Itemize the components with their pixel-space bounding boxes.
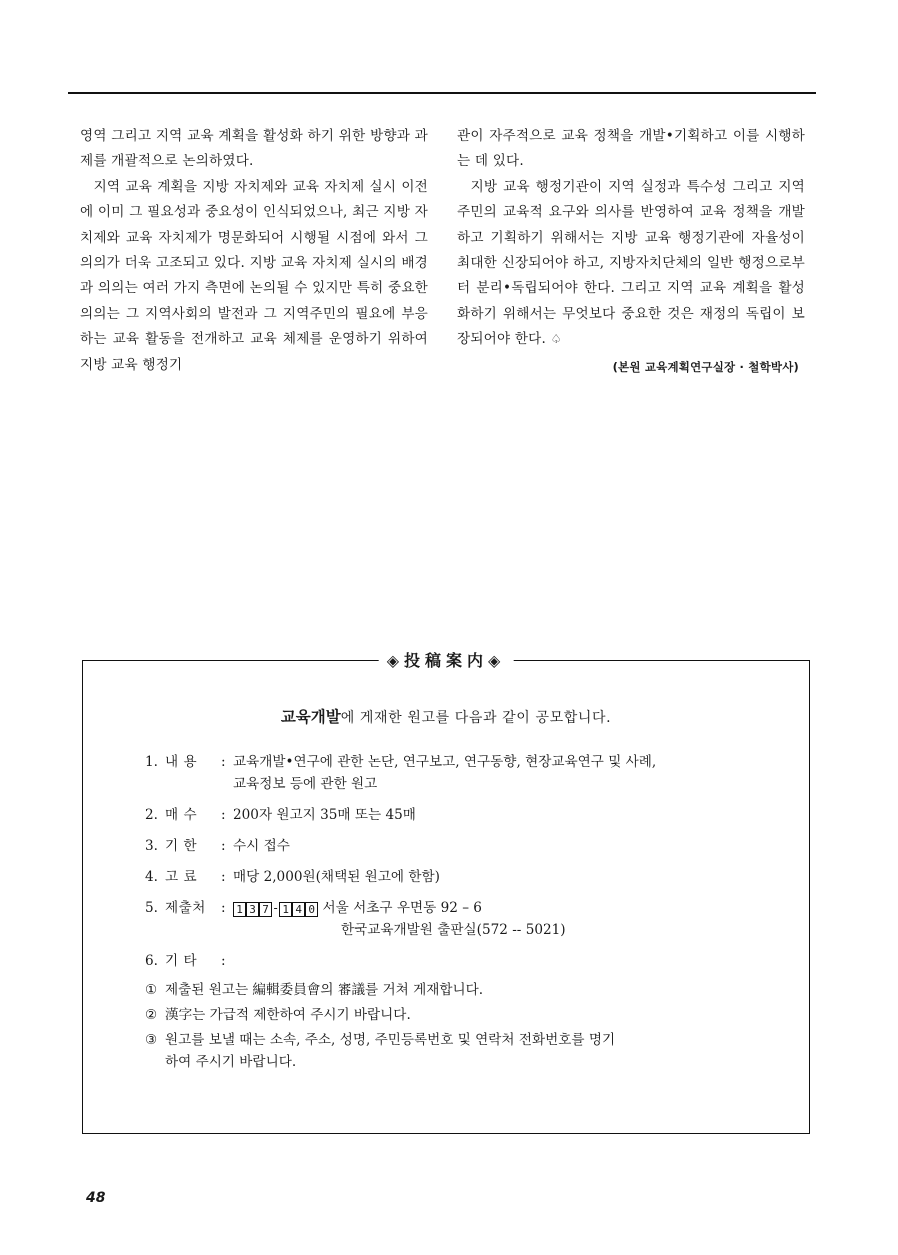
- intro-text: 에 게재한 원고를 다음과 같이 공모합니다.: [340, 710, 612, 726]
- item-label: 기 타: [165, 953, 198, 969]
- notice-item-pages: [145, 804, 779, 826]
- sub-item-text: 제출된 원고는 編輯委員會의 審議를 거쳐 게재합니다.: [165, 982, 484, 998]
- item-value: [233, 751, 656, 795]
- item-value: 수시 접수: [233, 838, 290, 854]
- article-paragraph: [457, 175, 805, 353]
- end-mark-icon: ♤: [550, 332, 562, 347]
- postal-code: [233, 901, 318, 915]
- article-paragraph-text: 지방 교육 행정기관이 지역 실정과 특수성 그리고 지역 주민의 교육적 요구와 의사를 반영하여 교육 정책을 개발하고 기획하기 위해서는 지방 교육 행정기관에 자율성이 최대한 신장되어야 하고, 지방자치단체의 일반 행정으로부터 분리•독립되어야 한다. 그리고 지역 교육 계획을 활성화하기 위해서는 무엇보다 중요한 것은 재정의 독립이 보장되어야 한다.: [457, 178, 805, 348]
- item-colon: :: [221, 869, 226, 885]
- postal-digit: 1: [233, 902, 246, 917]
- circled-number: ①: [145, 982, 158, 998]
- notice-item-deadline: [145, 835, 779, 857]
- sub-item-text: [165, 1029, 615, 1073]
- page-number: 48: [86, 1190, 106, 1206]
- item-label: 기 한: [165, 838, 198, 854]
- postal-digit: 7: [259, 902, 272, 917]
- postal-digit: 3: [246, 902, 259, 917]
- item-label: 고 료: [165, 869, 198, 885]
- item-number: 3.: [145, 838, 158, 854]
- submission-notice-box: [82, 651, 810, 1134]
- item-value-line: 교육정보 등에 관한 원고: [233, 776, 378, 792]
- item-number: 2.: [145, 807, 158, 823]
- circled-number: ②: [145, 1007, 158, 1023]
- article-paragraph: 지역 교육 계획을 지방 자치제와 교육 자치제 실시 이전에 이미 그 필요성과 중요성이 인식되었으나, 최근 지방 자치제와 교육 자치제가 명문화되어 시행될 시점에 와서 그 의의가 더욱 고조되고 있다. 지방 교육 자치제 실시의 배경과 의의는 여러 가지 측면에 논의될 수 있지만 특히 중요한 의의는 그 지역사회의 발전과 그 지역주민의 필요에 부응하는 교육 활동을 전개하고 교육 체제를 운영하기 위하여 지방 교육 행정기: [80, 178, 428, 373]
- item-colon: :: [221, 838, 226, 854]
- item-label: 제출처: [165, 900, 206, 916]
- item-value-line: 교육개발•연구에 관한 논단, 연구보고, 연구동향, 현장교육연구 및 사례,: [233, 754, 657, 770]
- item-number: 4.: [145, 869, 158, 885]
- item-colon: :: [221, 754, 226, 770]
- notice-item-content: [145, 751, 779, 795]
- address: 서울 서초구 우면동 92 – 6: [318, 900, 482, 916]
- item-colon: :: [221, 900, 226, 916]
- sub-item: [145, 1029, 779, 1073]
- item-number: 5.: [145, 900, 158, 916]
- sub-item-text: 漢字는 가급적 제한하여 주시기 바랍니다.: [165, 1007, 411, 1023]
- sub-item-line: 원고를 보낼 때는 소속, 주소, 성명, 주민등록번호 및 연락처 전화번호를 명기: [165, 1032, 616, 1048]
- article-left-column: [80, 124, 428, 378]
- postal-digit: 4: [292, 902, 305, 917]
- notice-item-fee: [145, 866, 779, 888]
- item-number: 1.: [145, 754, 158, 770]
- postal-digit: 1: [279, 902, 292, 917]
- sub-item-line: 하여 주시기 바랍니다.: [165, 1054, 297, 1070]
- postal-digit: 0: [305, 902, 318, 917]
- sub-item: [145, 979, 779, 1001]
- postal-dash: -: [272, 901, 280, 915]
- notice-intro: [83, 705, 809, 727]
- item-number: 6.: [145, 953, 158, 969]
- sub-item: [145, 1004, 779, 1026]
- author-byline: (본원 교육계획연구실장 · 철학박사): [612, 359, 799, 374]
- item-label: 매 수: [165, 807, 198, 823]
- item-value-line: 한국교육개발원 출판실(572 -- 5021): [341, 922, 566, 938]
- item-value: [233, 897, 566, 941]
- notice-items: [145, 751, 779, 1076]
- article-paragraph: 영역 그리고 지역 교육 계획을 활성화 하기 위한 방향과 과제를 개괄적으로 논의하였다.: [80, 128, 428, 170]
- item-label: 내 용: [165, 754, 198, 770]
- item-colon: :: [221, 807, 226, 823]
- article-paragraph: 관이 자주적으로 교육 정책을 개발•기획하고 이를 시행하는 데 있다.: [457, 128, 805, 170]
- magazine-name: 교육개발: [280, 708, 341, 726]
- notice-item-other: [145, 950, 779, 972]
- circled-number: ③: [145, 1032, 158, 1048]
- item-colon: :: [221, 953, 226, 969]
- top-rule: [68, 92, 816, 94]
- other-sub-items: [145, 979, 779, 1073]
- notice-item-submission: [145, 897, 779, 941]
- article-right-column: [457, 124, 805, 380]
- item-value: 매당 2,000원(채택된 원고에 한함): [233, 869, 440, 885]
- item-value: 200자 원고지 35매 또는 45매: [233, 807, 416, 823]
- notice-title: ◈投稿案内◈: [379, 648, 514, 671]
